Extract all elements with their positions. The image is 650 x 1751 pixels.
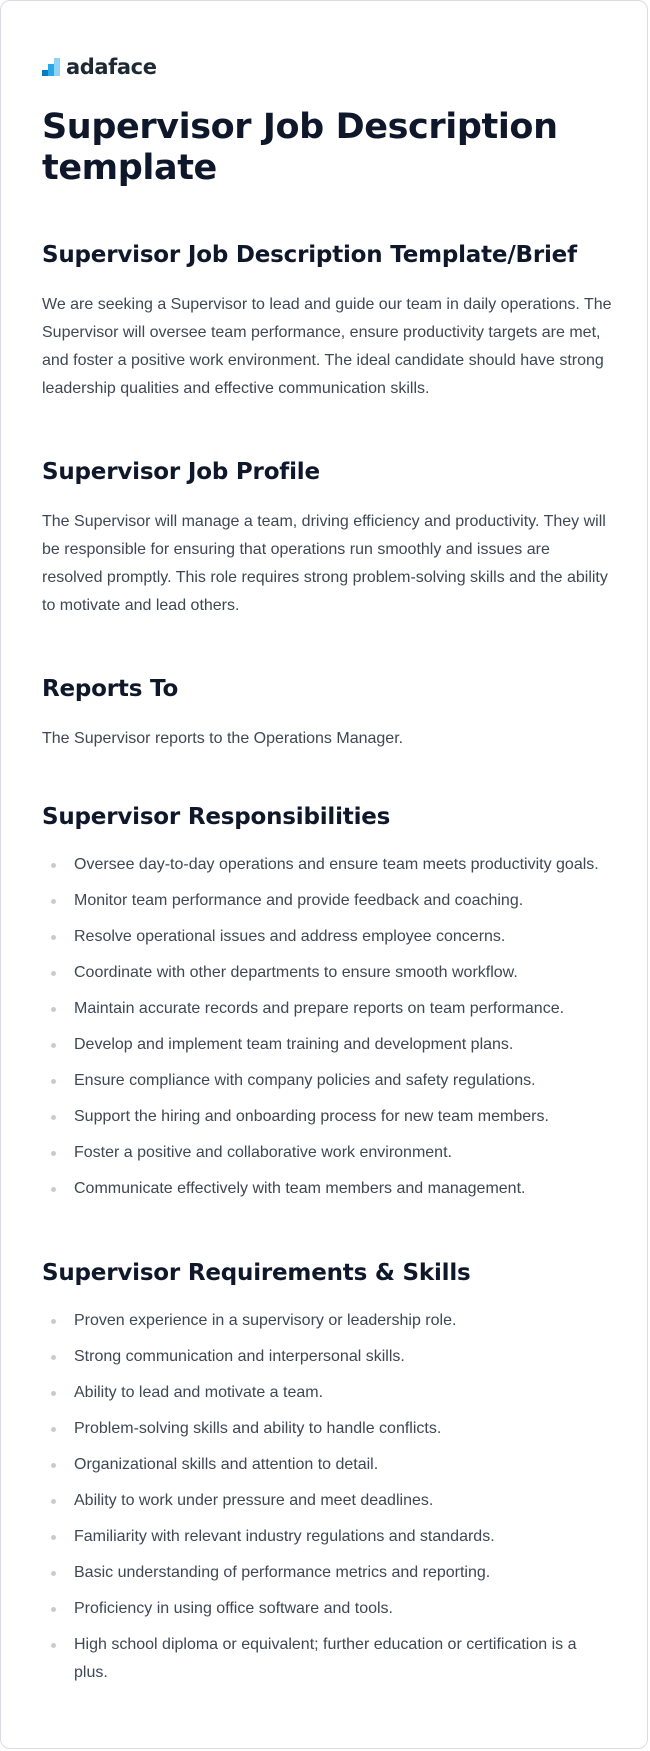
requirement-item: Basic understanding of performance metrics and reporting. xyxy=(42,1559,612,1587)
logo-bar-mid xyxy=(48,64,54,76)
responsibility-item: Ensure compliance with company policies and safety regulations. xyxy=(42,1067,612,1095)
requirements-title: Supervisor Requirements & Skills xyxy=(42,1260,471,1286)
brand-header xyxy=(42,53,612,83)
requirements-section xyxy=(42,1258,612,1687)
requirement-item: Organizational skills and attention to detail. xyxy=(42,1451,612,1479)
reports-to-section xyxy=(42,674,612,753)
job-profile-text: The Supervisor will manage a team, driving efficiency and productivity. They will be responsible for ensuring that operations run smoothly and issues are resolved promptly. This role requires strong problem-solving skills and the ability to motivate and lead others. xyxy=(42,513,608,614)
brief-title: Supervisor Job Description Template/Brief xyxy=(42,242,577,268)
brief-text: We are seeking a Supervisor to lead and guide our team in daily operations. The Supervisor will oversee team performance, ensure productivity targets are met, and foster a positive work environment. The ideal candidate should have strong leadership qualities and effective communication skills. xyxy=(42,296,612,397)
requirement-item: Proven experience in a supervisory or leadership role. xyxy=(42,1307,612,1335)
responsibility-item: Resolve operational issues and address employee concerns. xyxy=(42,923,612,951)
logo-bar-light xyxy=(54,58,60,76)
reports-to-text: The Supervisor reports to the Operations Manager. xyxy=(42,730,404,747)
responsibility-item: Monitor team performance and provide feedback and coaching. xyxy=(42,887,612,915)
requirement-item: Problem-solving skills and ability to handle conflicts. xyxy=(42,1415,612,1443)
requirements-list xyxy=(42,1307,612,1687)
responsibilities-list xyxy=(42,851,612,1203)
requirement-item: Strong communication and interpersonal skills. xyxy=(42,1343,612,1371)
requirement-item: High school diploma or equivalent; further education or certification is a plus. xyxy=(42,1631,612,1687)
adaface-logo-icon xyxy=(42,58,62,78)
requirement-item: Ability to work under pressure and meet deadlines. xyxy=(42,1487,612,1515)
responsibility-item: Communicate effectively with team members and management. xyxy=(42,1175,612,1203)
reports-to-title: Reports To xyxy=(42,676,179,702)
requirement-item: Ability to lead and motivate a team. xyxy=(42,1379,612,1407)
brief-section xyxy=(42,240,612,403)
responsibility-item: Oversee day-to-day operations and ensure team meets productivity goals. xyxy=(42,851,612,879)
responsibility-item: Maintain accurate records and prepare reports on team performance. xyxy=(42,995,612,1023)
job-profile-title: Supervisor Job Profile xyxy=(42,459,320,485)
brand-name: adaface xyxy=(66,54,157,79)
document-content xyxy=(42,53,612,1695)
requirement-item: Familiarity with relevant industry regulations and standards. xyxy=(42,1523,612,1551)
responsibility-item: Coordinate with other departments to ensure smooth workflow. xyxy=(42,959,612,987)
requirement-item: Proficiency in using office software and tools. xyxy=(42,1595,612,1623)
responsibility-item: Foster a positive and collaborative work environment. xyxy=(42,1139,612,1167)
job-profile-section xyxy=(42,457,612,620)
logo-bar-dark xyxy=(42,70,48,76)
responsibility-item: Develop and implement team training and development plans. xyxy=(42,1031,612,1059)
responsibilities-section xyxy=(42,802,612,1203)
page-title: Supervisor Job Description template xyxy=(42,107,558,188)
responsibility-item: Support the hiring and onboarding process for new team members. xyxy=(42,1103,612,1131)
responsibilities-title: Supervisor Responsibilities xyxy=(42,804,391,830)
